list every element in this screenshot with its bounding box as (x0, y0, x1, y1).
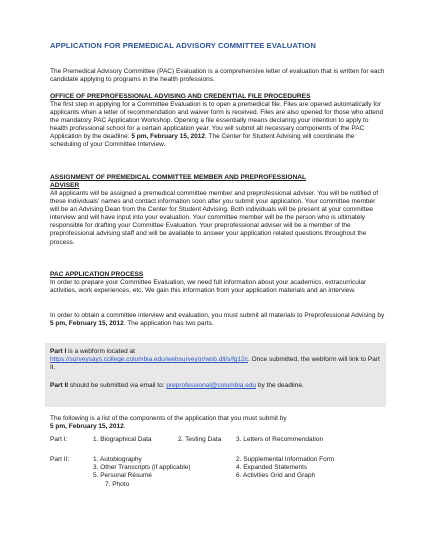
part2-text: should be submitted via email to: (68, 382, 167, 389)
components-part1-label: Part I: (50, 436, 68, 443)
components-deadline: 5 pm, February 15, 2012 (50, 423, 124, 431)
part2-label: Part II (50, 382, 69, 389)
components-part2-item: 3. Other Transcripts (if applicable) (93, 464, 191, 471)
office-text-after: . The Center for Student Advising will coordinate the scheduling of your Committee Interview. (50, 133, 355, 149)
office-text: The first step in applying for a Committee Evaluation is to open a premedical file. Files are opened automatically for applicants when a letter of recommendation and waiver form is received. Files are also opened for those who attend the mandatory PAC Application Workshop. Opening a file essentially means declaring your intention to apply to health professional school for a certain application year. You will submit all necessary components of the PAC Application by the deadline: (50, 101, 384, 141)
pac-text2-after: . The application has two parts. (123, 320, 214, 328)
components-part1-item: 2. Testing Data (178, 436, 222, 443)
components-intro: The following is a list of the components of the application that you must submit by 5 pm, February 15, 2012. (50, 415, 287, 431)
part1-text: is a webform located at (66, 348, 135, 355)
components-part2-item: 1. Autobiography (93, 456, 142, 463)
components-intro-text: The following is a list of the components of the application that you must submit by (50, 415, 287, 422)
components-part2-item: 2. Supplemental Information Form (236, 456, 335, 463)
assignment-heading-line1: ASSIGNMENT OF PREMEDICAL COMMITTEE MEMBER AND PREPROFESSIONAL (50, 174, 307, 181)
office-heading: OFFICE OF PREPROFESSIONAL ADVISING AND CREDENTIAL FILE PROCEDURES (50, 93, 311, 100)
pac-heading: PAC APPLICATION PROCESS (50, 271, 144, 278)
pac-paragraph-1: In order to prepare your Committee Evaluation, we need full information about your academics, extracurricular activities, work experiences, etc. We gain this information from your application materials and an interview. (50, 279, 367, 295)
part1-after: . Once submitted, the webform will link to Part II. (50, 356, 380, 372)
components-part2-item: 5. Personal Résumé (93, 472, 152, 479)
components-part2-label: Part II: (50, 456, 70, 463)
components-part1-item: 1. Biographical Data (93, 436, 152, 443)
part1-description (50, 348, 380, 372)
part1-label: Part I (50, 348, 67, 355)
office-deadline: 5 pm, February 15, 2012 (131, 133, 206, 141)
assignment-heading-line2: ADVISER (50, 182, 80, 190)
part2-description (50, 382, 380, 390)
assignment-paragraph: All applicants will be assigned a premedical committee member and preprofessional adviser. You will be notified of these individuals' names and contact information soon after you submit your application. Your committee member will be an Advising Dean from the Center for Student Advising. Both individuals will be present at your committee interview and will have input into your evaluation. Your committee member will be the person who is ultimately responsible for drafting your Committee Evaluation. Your preprofessional adviser will be a member of the preprofessional advising staff and will be available to answer your application related questions throughout the process. (50, 190, 379, 246)
pac-paragraph-2 (50, 312, 386, 328)
pac-deadline: 5 pm, February 15, 2012 (50, 320, 124, 328)
office-paragraph (50, 101, 386, 150)
components-part1-item: 3. Letters of Recommendation (236, 436, 324, 443)
part2-after: by the deadline. (256, 382, 304, 389)
page-title: APPLICATION FOR PREMEDICAL ADVISORY COMMITTEE EVALUATION (50, 41, 316, 50)
components-part2-item: 7. Photo (105, 481, 130, 488)
components-part2-item: 6. Activities Grid and Graph (236, 472, 316, 479)
part2-email-link[interactable]: preprofessional@columbia.edu (166, 382, 257, 389)
part1-webform-link[interactable]: https://surveysays.college.columbia.edu/websurveyor/wsb.dll/s/fg12c (50, 356, 248, 364)
assignment-heading (50, 174, 306, 190)
intro-paragraph: The Premedical Advisory Committee (PAC) Evaluation is a comprehensive letter of evaluation that is written for each candidate applying to programs in the health professions. (50, 68, 385, 84)
components-part2-item: 4. Expanded Statements (236, 464, 308, 471)
parts-info-box (45, 343, 386, 407)
pac-text2: In order to obtain a committee interview and evaluation, you must submit all materials to Preprofessional Advising by (50, 312, 385, 319)
